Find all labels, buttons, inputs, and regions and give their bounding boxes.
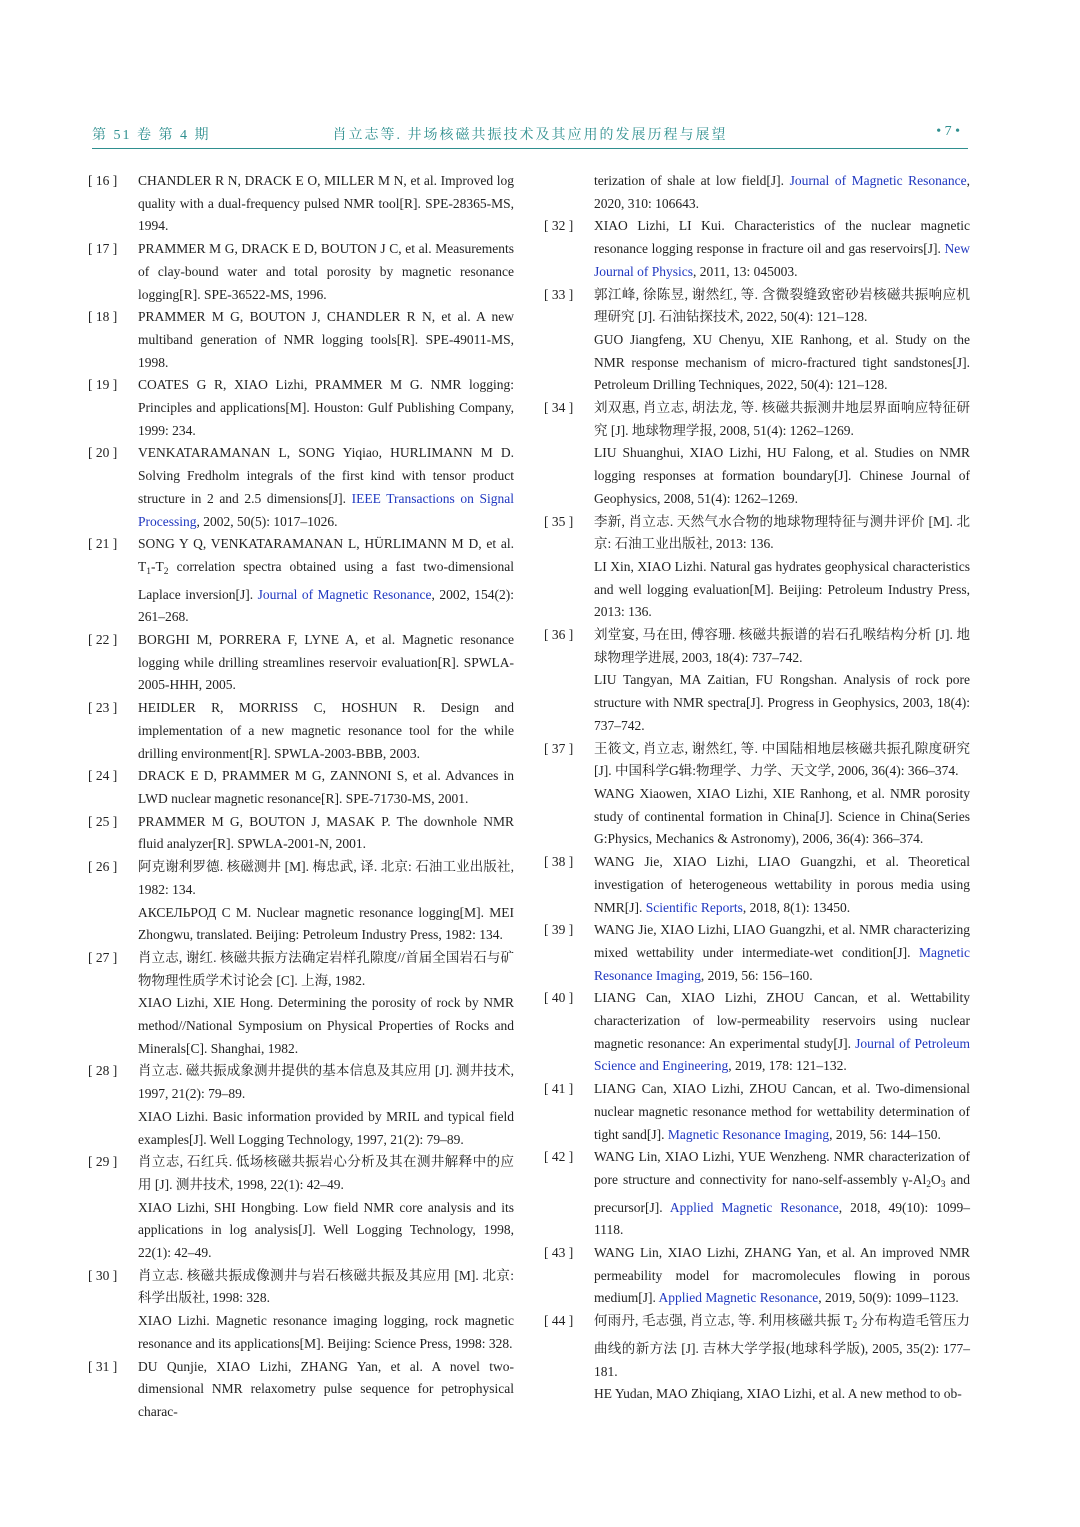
reference-text: WANG Jie, XIAO Lizhi, LIAO Guangzhi, et al. Theoretical investigation of heterogeneous wettability in porous media using NMR[J]. Scientific Reports, 2018, 8(1): 13450. (594, 854, 970, 915)
reference-number: [ 23 ] (88, 700, 118, 716)
subscript: 1 (146, 566, 151, 577)
reference-text: АКСЕЛЬРОД С М. Nuclear magnetic resonance logging[M]. MEI Zhongwu, translated. Beijing: Petroleum Industry Press, 1982: 134. (138, 904, 514, 943)
references-right-column (544, 170, 970, 1406)
reference-number: [ 29 ] (88, 1154, 118, 1170)
reference-text: 何雨丹, 毛志强, 肖立志, 等. 利用核磁共振 $T_2$ 分布构造毛管压力曲线的新方法 [J]. 吉林大学学报(地球科学版), 2005, 35(2): 177–181. (594, 1313, 971, 1379)
reference-text: GUO Jiangfeng, XU Chenyu, XIE Ranhong, et al. Study on the NMR response mechanism of micro-fractured tight sandstones[J]. Petroleum Drilling Techniques, 2022, 50(4): 121–128. (594, 331, 970, 393)
reference-text: LIANG Can, XIAO Lizhi, ZHOU Cancan, et al. Two-dimensional nuclear magnetic resonance method for wettability determination of tight sand[J]. Magnetic Resonance Imaging, 2019, 56: 144–150. (594, 1081, 970, 1142)
references-left-column (88, 170, 514, 1424)
page-number: • 7 • (936, 124, 960, 139)
reference-text: WANG Xiaowen, XIAO Lizhi, XIE Ranhong, et al. NMR porosity study of continental formation in China[J]. Science in China(Series G:Physics, Mechanics & Astronomy), 2006, 36(4): 366–374. (594, 785, 970, 847)
reference-text: PRAMMER M G, DRACK E D, BOUTON J C, et al. Measurements of clay-bound water and total porosity by magnetic resonance logging[R]. SPE-36522-MS, 1996. (138, 241, 514, 302)
reference-item (88, 697, 514, 765)
reference-item (544, 738, 970, 852)
reference-text: LIU Shuanghui, XIAO Lizhi, HU Falong, et al. Studies on NMR logging responses at formation boundary[J]. Chinese Journal of Geophysics, 2008, 51(4): 1262–1269. (594, 445, 970, 506)
reference-text: WANG Lin, XIAO Lizhi, YUE Wenzheng. NMR characterization of pore structure and connectivity for nano-self-assembly $\gamma-Al_2O_3$ and precursor[J]. Applied Magnetic Resonance, 2018, 49(10): 1099–1118. (594, 1149, 970, 1238)
reference-text: 肖立志. 磁共振成象测井提供的基本信息及其应用 [J]. 测井技术, 1997, 21(2): 79–89. (138, 1063, 514, 1102)
reference-item (544, 1310, 970, 1406)
reference-text: HE Yudan, MAO Zhiqiang, XIAO Lizhi, et al. A new method to ob- (594, 1386, 962, 1402)
reference-text: VENKATARAMANAN L, SONG Yiqiao, HURLIMANN M D. Solving Fredholm integrals of the first kind with tensor product structure in 2 and 2.5 dimensions[J]. IEEE Transactions on Signal Processing, 2002, 50(5): 1017–1026. (138, 445, 514, 529)
reference-text: SONG Y Q, VENKATARAMANAN L, HÜRLIMANN M D, et al. $T_1-T_2$ correlation spectra obtained using a fast two-dimensional Laplace inversion[J]. Journal of Magnetic Resonance, 2002, 154(2): 261–268. (138, 536, 514, 625)
reference-text: COATES G R, XIAO Lizhi, PRAMMER M G. NMR logging: Principles and applications[M]. Houston: Gulf Publishing Company, 1999: 234. (138, 377, 514, 438)
journal-volume-issue: 第 51 卷 第 4 期 (92, 128, 211, 143)
reference-text: 刘双惠, 肖立志, 胡法龙, 等. 核磁共振测井地层界面响应特征研究 [J]. 地球物理学报, 2008, 51(4): 1262–1269. (594, 400, 970, 438)
reference-text: XIAO Lizhi. Magnetic resonance imaging logging, rock magnetic resonance and its applications[M]. Beijing: Science Press, 1998: 328. (138, 1313, 514, 1351)
journal-link[interactable]: Magnetic Resonance Imaging (594, 944, 970, 983)
reference-item (544, 919, 970, 987)
reference-number: [ 30 ] (88, 1267, 118, 1283)
reference-item (88, 238, 514, 306)
reference-text: XIAO Lizhi, SHI Hongbing. Low field NMR core analysis and its applications in log analysis[J]. Well Logging Technology, 1998, 22(1): 42–49. (138, 1199, 514, 1261)
reference-number: [ 19 ] (88, 377, 118, 393)
reference-text: terization of shale at low field[J]. Journal of Magnetic Resonance, 2020, 310: 106643. (594, 173, 971, 211)
reference-text: 肖立志. 核磁共振成像测井与岩石核磁共振及其应用 [M]. 北京: 科学出版社, 1998: 328. (138, 1267, 514, 1306)
reference-item (88, 629, 514, 697)
running-header (92, 122, 968, 149)
journal-link[interactable]: Journal of Magnetic Resonance (789, 173, 967, 188)
reference-text: PRAMMER M G, BOUTON J, CHANDLER R N, et al. A new multiband generation of NMR logging tools[R]. SPE-49011-MS, 1998. (138, 309, 514, 370)
reference-item (544, 1146, 970, 1242)
reference-text: 阿克谢利罗德. 核磁测井 [M]. 梅忠武, 译. 北京: 石油工业出版社, 1982: 134. (138, 859, 514, 897)
reference-number: [ 43 ] (544, 1245, 574, 1261)
reference-text: WANG Lin, XIAO Lizhi, ZHANG Yan, et al. An improved NMR permeability model for macromolecules flowing in porous medium[J]. Applied Magnetic Resonance, 2019, 50(9): 1099–1123. (594, 1245, 970, 1306)
reference-item (544, 851, 970, 919)
reference-item (88, 1356, 514, 1424)
journal-link[interactable]: Journal of Petroleum Science and Engineering (594, 1035, 970, 1074)
reference-item (544, 1078, 970, 1146)
reference-text: LIU Tangyan, MA Zaitian, FU Rongshan. Analysis of rock pore structure with NMR spectra[J]. Progress in Geophysics, 2003, 18(4): 737–742. (594, 672, 970, 733)
subscript: 3 (940, 1179, 946, 1190)
reference-number: [ 18 ] (88, 309, 118, 325)
journal-link[interactable]: New Journal of Physics (594, 241, 970, 279)
reference-number: [ 34 ] (544, 400, 574, 416)
running-title: 肖立志等. 井场核磁共振技术及其应用的发展历程与展望 (332, 128, 728, 143)
reference-number: [ 22 ] (88, 632, 118, 648)
reference-number: [ 24 ] (88, 768, 118, 784)
reference-item (544, 397, 970, 511)
reference-text: 郭江峰, 徐陈昱, 谢然红, 等. 含微裂缝致密砂岩核磁共振响应机理研究 [J]. 石油钻探技术, 2022, 50(4): 121–128. (594, 286, 970, 325)
reference-item (88, 442, 514, 533)
reference-number: [ 25 ] (88, 813, 118, 829)
reference-number: [ 44 ] (544, 1313, 574, 1329)
reference-text: XIAO Lizhi, XIE Hong. Determining the porosity of rock by NMR method//National Symposium on Physical Properties of Rocks and Minerals[C]. Shanghai, 1982. (138, 995, 514, 1056)
reference-item (544, 284, 970, 398)
reference-number: [ 37 ] (544, 740, 574, 756)
reference-item (544, 1242, 970, 1310)
reference-text: 王筱文, 肖立志, 谢然红, 等. 中国陆相地层核磁共振孔隙度研究 [J]. 中国科学G辑:物理学、力学、天文学, 2006, 36(4): 366–374. (594, 740, 970, 779)
reference-item (544, 987, 970, 1078)
reference-number: [ 33 ] (544, 286, 574, 302)
reference-number: [ 40 ] (544, 990, 574, 1006)
reference-item (88, 306, 514, 374)
reference-item (544, 624, 970, 738)
reference-number: [ 42 ] (544, 1149, 574, 1165)
subscript: 2 (163, 566, 169, 577)
reference-item (88, 170, 514, 238)
reference-number: [ 39 ] (544, 922, 574, 938)
reference-item (544, 170, 970, 215)
reference-number: [ 31 ] (88, 1358, 118, 1374)
reference-text: WANG Jie, XIAO Lizhi, LIAO Guangzhi, et al. NMR characterizing mixed wettability under intermediate-wet condition[J]. Magnetic Resonance Imaging, 2019, 56: 156–160. (594, 922, 970, 983)
reference-text: 肖立志, 石红兵. 低场核磁共振岩心分析及其在测井解释中的应用 [J]. 测井技术, 1998, 22(1): 42–49. (138, 1154, 514, 1192)
reference-text: PRAMMER M G, BOUTON J, MASAK P. The downhole NMR fluid analyzer[R]. SPWLA-2001-N, 2001. (138, 813, 514, 852)
journal-link[interactable]: Applied Magnetic Resonance (658, 1290, 819, 1306)
journal-link[interactable]: Applied Magnetic Resonance (669, 1199, 839, 1215)
reference-number: [ 28 ] (88, 1063, 118, 1079)
reference-text: LIANG Can, XIAO Lizhi, ZHOU Cancan, et al. Wettability characterization of low-permeability reservoirs using nuclear magnetic resonance: An experimental study[J]. Journal of Petroleum Science and Engineering, 2019, 178: 121–132. (594, 990, 970, 1074)
reference-number: [ 16 ] (88, 173, 118, 188)
reference-number: [ 27 ] (88, 949, 118, 965)
reference-text: XIAO Lizhi. Basic information provided by MRIL and typical field examples[J]. Well Logging Technology, 1997, 21(2): 79–89. (138, 1108, 514, 1147)
reference-item (88, 947, 514, 1061)
reference-number: [ 41 ] (544, 1081, 574, 1097)
reference-number: [ 38 ] (544, 854, 574, 870)
reference-number: [ 36 ] (544, 627, 574, 643)
reference-item (88, 533, 514, 629)
reference-item (88, 374, 514, 442)
reference-number: [ 26 ] (88, 859, 118, 875)
reference-number: [ 32 ] (544, 218, 574, 234)
journal-link[interactable]: Scientific Reports (645, 899, 743, 915)
reference-number: [ 17 ] (88, 241, 118, 257)
reference-number: [ 35 ] (544, 513, 574, 529)
reference-text: LI Xin, XIAO Lizhi. Natural gas hydrates geophysical characteristics and well logging evaluation[M]. Beijing: Petroleum Industry Press, 2013: 136. (594, 558, 970, 620)
reference-item (88, 765, 514, 810)
reference-text: CHANDLER R N, DRACK E O, MILLER M N, et al. Improved log quality with a dual-frequency pulsed NMR tool[R]. SPE-28365-MS, 1994. (138, 173, 514, 234)
subscript: 2 (852, 1321, 858, 1332)
journal-link[interactable]: Magnetic Resonance Imaging (667, 1126, 830, 1142)
reference-item (544, 215, 970, 283)
subscript: 2 (926, 1179, 931, 1190)
reference-text: 肖立志, 谢红. 核磁共振方法确定岩样孔隙度//首届全国岩石与矿物物理性质学术讨论会 [C]. 上海, 1982. (138, 949, 514, 988)
reference-item (88, 856, 514, 947)
reference-text: 李新, 肖立志. 天然气水合物的地球物理特征与测井评价 [M]. 北京: 石油工业出版社, 2013: 136. (594, 513, 970, 552)
reference-text: BORGHI M, PORRERA F, LYNE A, et al. Magnetic resonance logging while drilling streamlines reservoir evaluation[R]. SPWLA-2005-HHH, 2005. (138, 632, 514, 693)
reference-item (88, 1265, 514, 1356)
reference-item (88, 1060, 514, 1151)
reference-text: 刘堂宴, 马在田, 傅容珊. 核磁共振谱的岩石孔喉结构分析 [J]. 地球物理学进展, 2003, 18(4): 737–742. (594, 627, 970, 665)
reference-text: XIAO Lizhi, LI Kui. Characteristics of the nuclear magnetic resonance logging response in fracture oil and gas reservoirs[J]. New Journal of Physics, 2011, 13: 045003. (594, 218, 970, 279)
reference-item (544, 511, 970, 625)
reference-item (88, 811, 514, 856)
journal-link[interactable]: Journal of Magnetic Resonance (257, 586, 432, 602)
reference-item (88, 1151, 514, 1265)
reference-text: DRACK E D, PRAMMER M G, ZANNONI S, et al. Advances in LWD nuclear magnetic resonance[R]. SPE-71730-MS, 2001. (138, 768, 514, 806)
reference-number: [ 20 ] (88, 445, 118, 461)
journal-link[interactable]: IEEE Transactions on Signal Processing (138, 490, 514, 529)
reference-number: [ 21 ] (88, 536, 118, 552)
reference-text: HEIDLER R, MORRISS C, HOSHUN R. Design and implementation of a new magnetic resonance tool for the while drilling environment[R]. SPWLA-2003-BBB, 2003. (138, 700, 514, 761)
reference-text: DU Qunjie, XIAO Lizhi, ZHANG Yan, et al. A novel two-dimensional NMR relaxometry pulse sequence for petrophysical charac- (138, 1358, 514, 1419)
